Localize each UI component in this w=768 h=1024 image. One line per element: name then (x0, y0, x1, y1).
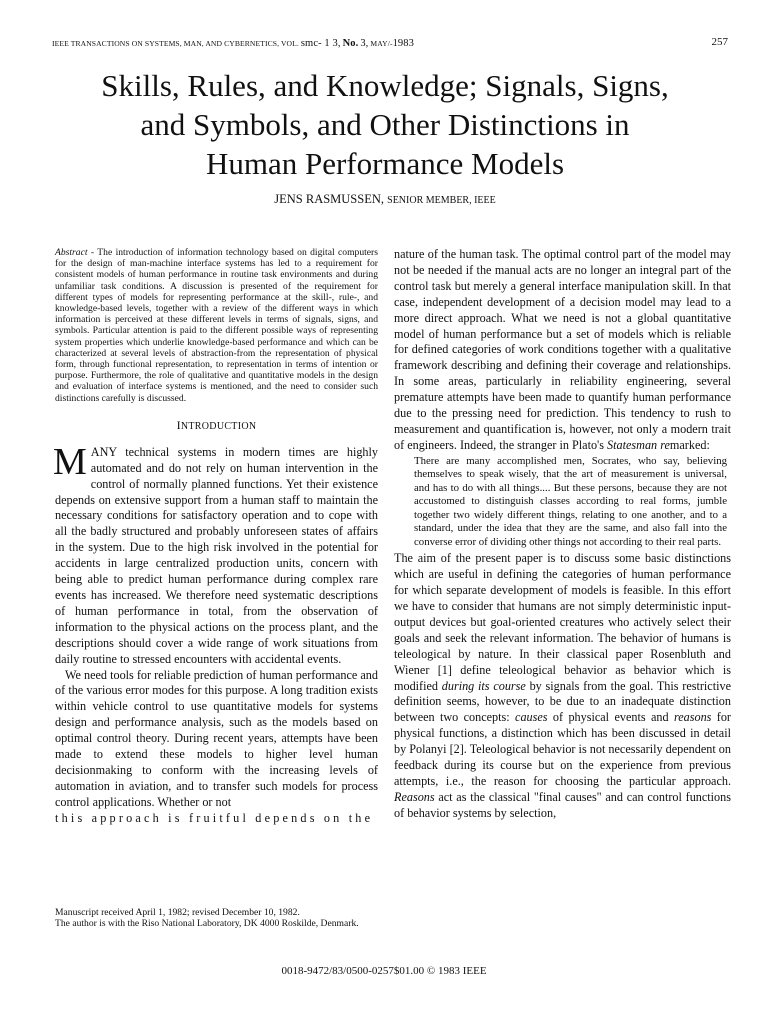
right-paragraph-2-part-d: for physical functions, a distinction which has been discussed in detail by Polanyi [2]. Teleological behavior is not necessarily dependent on feedback during its course but on the experience from previous attempts, i.e., the reason for choosing the particular approach. (394, 710, 731, 788)
intro-paragraph-2-text: We need tools for reliable prediction of human performance and of the various error modes for this purpose. A long tradition exists within vehicle control to use quantitative models for systems design and performance analysis, such as the models based on optimal control theory. During recent years, attempts have been made to extend these models to higher level human decisionmaking to conform with the increasing levels of automation in aviation, and to transfer such models for process control applications. Whether or not (55, 667, 378, 809)
plato-quote: There are many accomplished men, Socrates, who say, believing themselves to speak wisely, that the art of measurement is universal, and has to do with all things.... But these persons, because they are not accustomed to distinguish classes according to real forms, jumble together two widely different things, relating to one another, and to a standard, under the idea that they are the same, and also fall into the converse error of dividing other things not according to their real parts. (414, 454, 727, 548)
running-head (52, 36, 732, 52)
italic-reasons-2: Reasons (394, 789, 435, 804)
abstract-text: - The introduction of information technology based on digital computers for the design of man-machine interface systems has led to a requirement for consistent models of human performance in routine task environments and during unfamiliar task conditions. A discussion is presented of the requirement for different types of models for representing performance at the skill-, rule-, and knowledge-based levels, together with a review of the different ways in which information is perceived at these different levels in terms of signals, signs, and symbols. Particular attention is paid to the different possible ways of representing system properties which underlie knowledge-based performance and which can be characterized at several levels of abstraction-from the representation of physical form, through functional representation, to representation in terms of intention or purpose. Furthermore, the role of qualitative and quantitative models in the design and evaluation of interface systems is mentioned, and the need to consider such distinctions carefully is discussed. (55, 247, 378, 404)
statesman-italic: Statesman re (607, 437, 670, 452)
intro-paragraph-1 (53, 440, 378, 668)
author-line (40, 192, 730, 207)
footnote (55, 907, 378, 930)
title-line-3: Human Performance Models (205, 146, 565, 181)
italic-reasons: reasons (673, 710, 712, 725)
issue-year: 1983 (392, 38, 414, 49)
issue-month: MAY/- (370, 39, 393, 48)
author-name: JENS RASMUSSEN, (274, 192, 385, 206)
right-paragraph-1 (394, 247, 731, 454)
intro-paragraph-2 (55, 668, 378, 811)
author-role: SENIOR MEMBER, IEEE (387, 195, 496, 206)
page-number: 257 (711, 36, 728, 48)
abstract-label: Abstract (55, 247, 88, 258)
introduction-heading (55, 418, 378, 433)
paper-title (40, 66, 730, 183)
introduction-heading-rest: NTRODUCTION (180, 420, 257, 432)
right-paragraph-2-part-b: by signals from the goal. This restrictive definition seems, however, to be due to an inadequate distinction between two concepts: (394, 678, 731, 725)
title-line-2: and Symbols, and Other Distinctions in (140, 107, 630, 142)
right-paragraph-1-end: marked: (669, 437, 710, 452)
right-paragraph-2-part-c: of physical events and (547, 710, 674, 725)
intro-paragraph-1-text: ANY technical systems in modern times are highly automated and do not rely on human intervention in the control of normally planned functions. Yet their existence depends on extensive support from a human staff to maintain the necessary conditions for satisfactory operation and to cope with all the badly structured and probably unforeseen states of affairs in the system. Due to the high risk involved in the potential for accidents in large centralized production units, concern with being able to predict human performance during complex rare events has increased. We therefore need systematic descriptions of human performance in total, from the observation of information to the physical actions on the process plant, and the descriptions should cover a wide range of work situations from daily routine to stressed encounters with accidental events. (55, 444, 378, 666)
right-paragraph-2-part-a: The aim of the present paper is to discuss some basic distinctions which are useful in defining the categories of human performance for which separate development of models is feasible. In this effort we have to consider that humans are not simply deterministic input-output devices but goal-oriented creatures who actively select their goals and seek the relevant information. The behavior of humans is teleological by nature. In their classical paper Rosenbluth and Wiener [1] define teleological behavior as behavior which is modified (394, 551, 731, 693)
right-paragraph-2-part-e: act as the classical "final causes" and can control functions of behavior systems by selection, (394, 789, 731, 820)
right-column (394, 247, 731, 822)
copyright-line: 0018-9472/83/0500-0257$01.00 © 1983 IEEE (281, 965, 487, 977)
introduction-heading-cap: I (176, 417, 181, 432)
footnote-manuscript: Manuscript received April 1, 1982; revised December 10, 1982. (55, 907, 300, 918)
drop-cap: M (53, 440, 87, 483)
number-label: No. (342, 38, 359, 49)
italic-causes: causes (515, 710, 548, 725)
abstract (55, 247, 378, 404)
issue-number: 3, (360, 38, 369, 49)
right-paragraph-1-text: nature of the human task. The optimal control part of the model may not be needed if the manual acts are no longer an integral part of the control task but merely a general interface manipulation skill. In that case, independent development of a decision model may lead to a more direct approach. What we need is not a global quantitative model of human performance but a set of models which is reliable for defined categories of work conditions together with a qualitative framework describing and defining their coverage and relationships. In some areas, particularly in reliability engineering, several premature attempts have been made to quantify human performance due to the pressing need for prediction. This tendency to rush to measurement and quantification is, however, not only a modern trait of engineers. Indeed, the stranger in Plato's (394, 247, 731, 452)
italic-during-its-course: during its course (441, 678, 526, 693)
intro-paragraph-2-last-line: this approach is fruitful depends on the (55, 810, 374, 825)
right-paragraph-2 (394, 551, 731, 821)
journal-citation (52, 38, 414, 49)
journal-name: IEEE TRANSACTIONS ON SYSTEMS, MAN, AND CYBERNETICS, VOL. (52, 39, 299, 48)
left-column (55, 247, 378, 827)
volume: smc- 1 3, (300, 38, 341, 49)
title-line-1: Skills, Rules, and Knowledge; Signals, Signs, (101, 68, 669, 103)
footnote-affiliation: The author is with the Riso National Laboratory, DK 4000 Roskilde, Denmark. (55, 918, 359, 930)
